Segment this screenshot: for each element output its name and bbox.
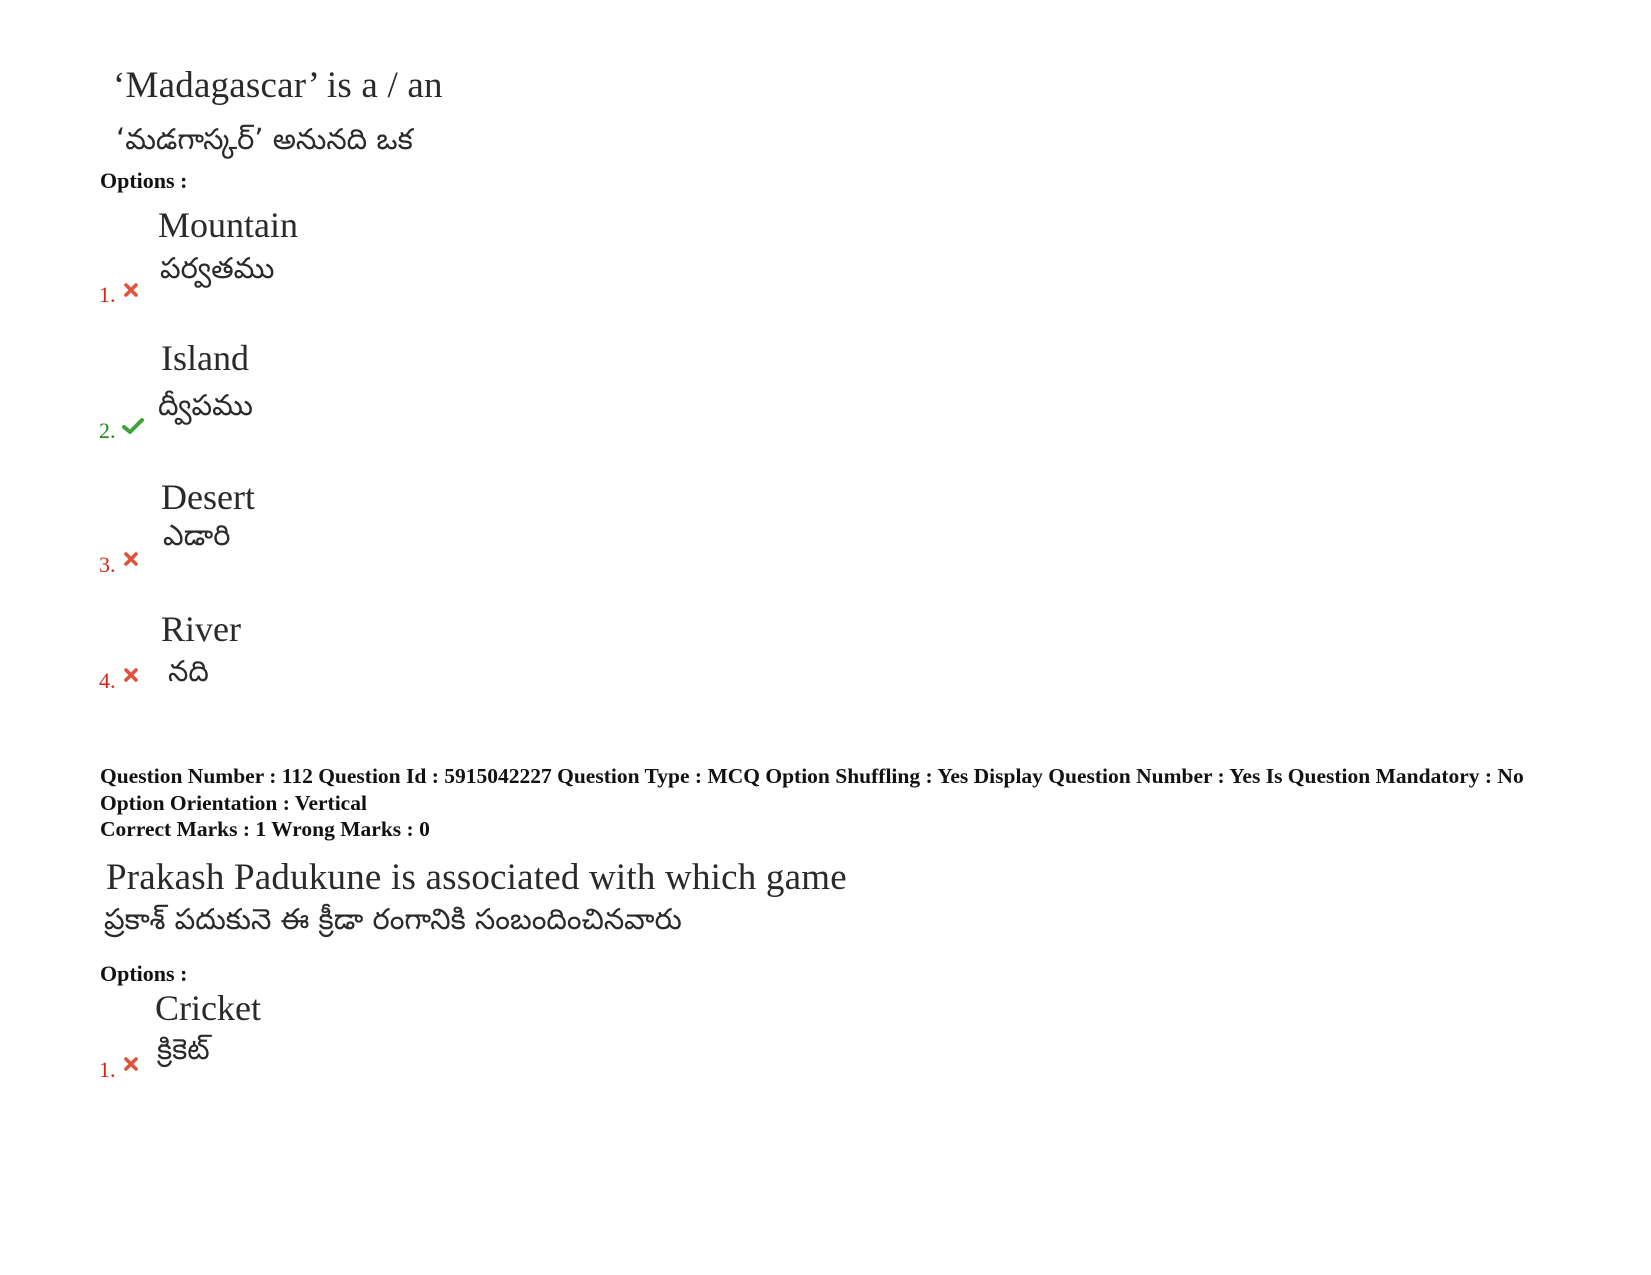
option-text-en: River (161, 609, 241, 649)
option-text-en: Cricket (155, 988, 261, 1028)
option-text-te: పర్వతము (160, 251, 275, 285)
question-text-te: ‘మడగాస్కర్’ అనునది ఒక (116, 122, 413, 156)
option-number: 3. (99, 552, 116, 577)
check-icon (122, 417, 144, 435)
question-meta: Question Number : 112 Question Id : 5915042227 Question Type : MCQ Option Shuffling : Yes Display Question Number : Yes Is Question Mandatory : No Option Orientation : Vertical (100, 764, 1524, 815)
marks-line: Correct Marks : 1 Wrong Marks : 0 (100, 817, 430, 841)
cross-icon (123, 1056, 139, 1072)
option-text-te: నది (168, 654, 209, 688)
options-label: Options : (100, 168, 188, 193)
option-text-en: Mountain (158, 205, 298, 245)
question-text-te: ప్రకాశ్ పదుకునె ఈ క్రీడా రంగానికి సంబందించినవారు (104, 902, 682, 936)
option-text-te: క్రికెట్ (157, 1032, 210, 1066)
option-number: 2. (99, 418, 116, 443)
options-label: Options : (100, 961, 188, 986)
cross-icon (123, 551, 139, 567)
question-text-en: Prakash Padukune is associated with which game (106, 857, 847, 898)
option-text-en: Desert (161, 477, 255, 517)
option-number: 4. (99, 668, 116, 693)
question-text-en: ‘Madagascar’ is a / an (113, 65, 443, 106)
option-number: 1. (99, 282, 116, 307)
option-number: 1. (99, 1057, 116, 1082)
cross-icon (123, 282, 139, 298)
cross-icon (123, 667, 139, 683)
option-text-te: ఎడారి (163, 518, 231, 552)
option-text-te: ద్వీపము (158, 388, 253, 422)
option-text-en: Island (161, 338, 249, 378)
